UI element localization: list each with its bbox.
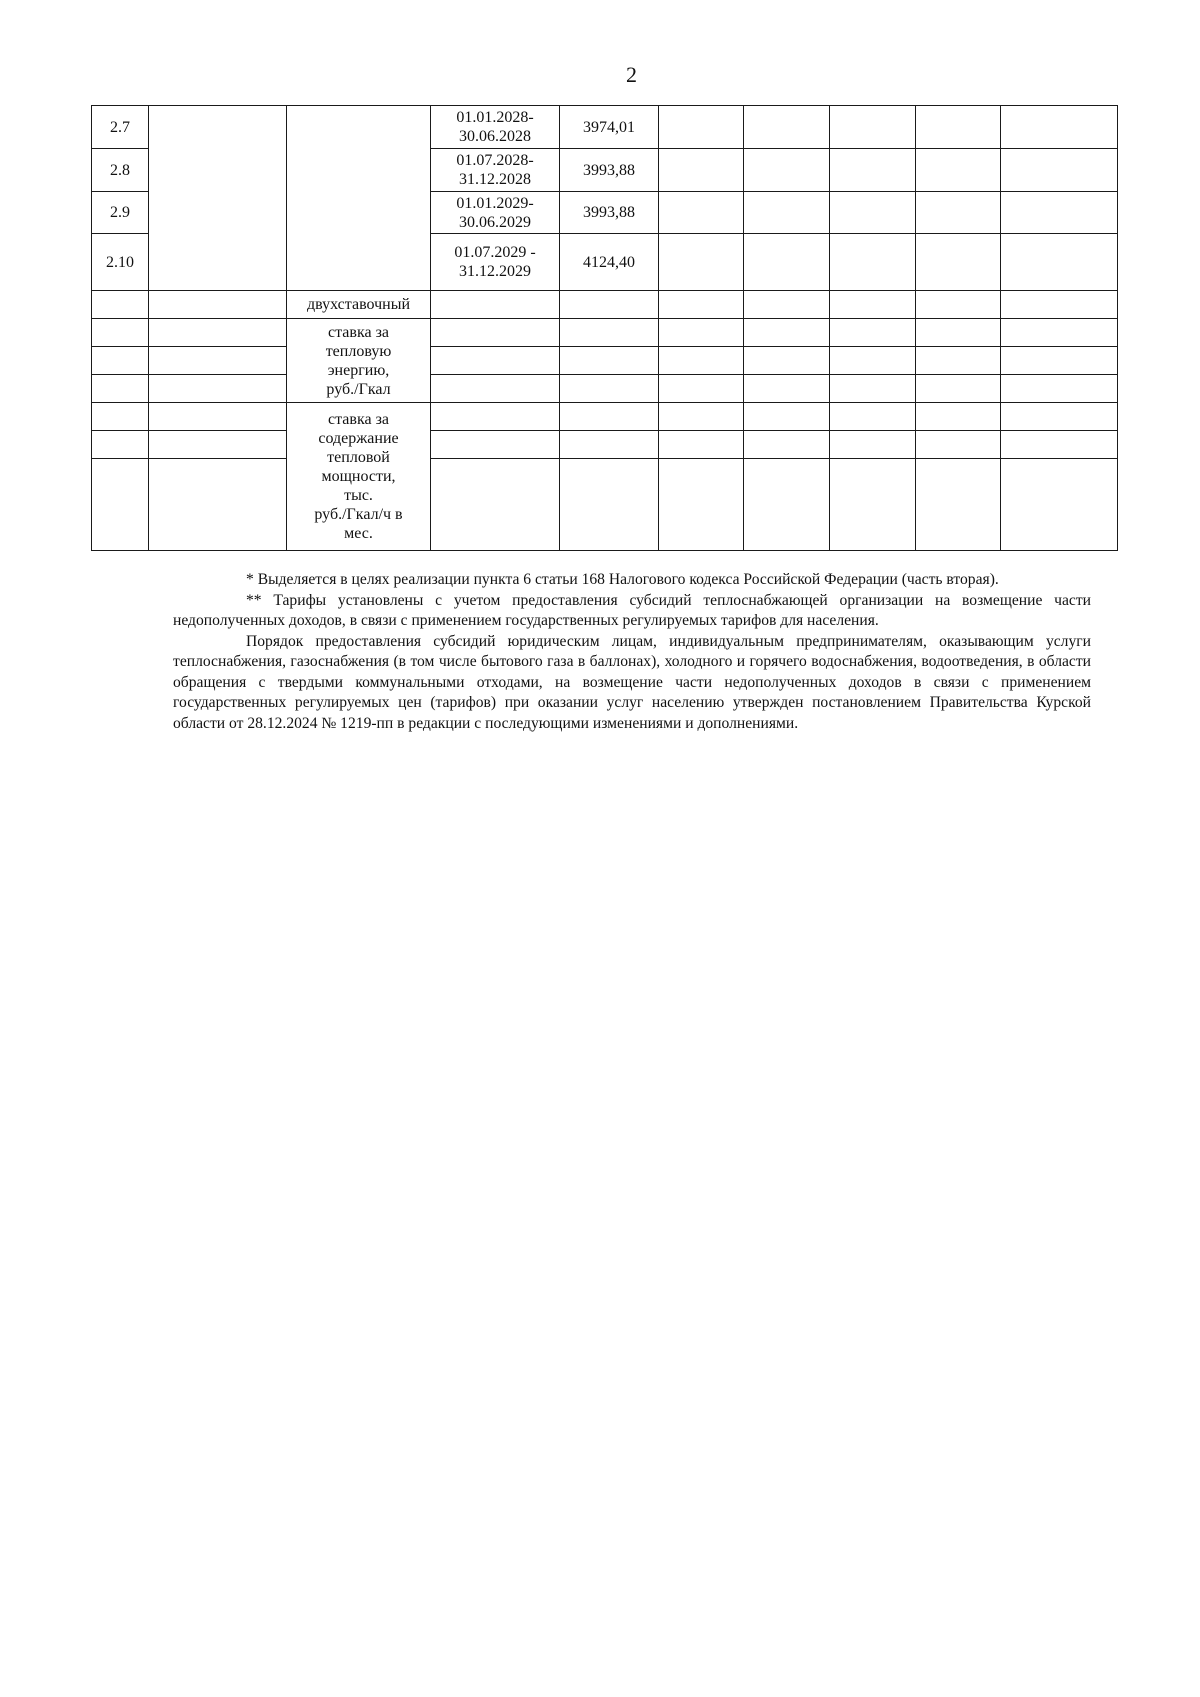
period-end: 31.12.2028 [459,171,531,188]
tariff-value: 3993,88 [560,149,659,192]
empty-cell [287,106,431,291]
period-cell [431,149,560,192]
period-end: 30.06.2028 [459,128,531,145]
capacity-rate-label: ставка за содержание тепловой мощности, тыс. руб./Гкал/ч в мес. [287,403,431,551]
tariff-value: 3993,88 [560,192,659,234]
row-number: 2.8 [92,149,149,192]
footnote-procedure: Порядок предоставления субсидий юридическим лицам, индивидуальным предпринимателям, оказывающим услуги теплоснабжения, газоснабжения (в том числе бытового газа в баллонах), холодного и горячего водоснабжения, водоотведения, в области обращения с твердыми коммунальными отходами, на возмещение части недополученных доходов в связи с применением государственных регулируемых цен (тарифов) при оказании услуг населению утвержден постановлением Правительства Курской области от 28.12.2024 № 1219-пп в редакции с последующими изменениями и дополнениями. [173,632,1091,732]
table-row [92,431,1118,459]
table-row [92,106,1118,149]
table-row [92,459,1118,551]
two-part-tariff-label: двухставочный [287,291,431,319]
tariff-value: 4124,40 [560,234,659,291]
row-number: 2.10 [92,234,149,291]
row-number: 2.9 [92,192,149,234]
period-start: 01.01.2028- [456,109,534,126]
period-start: 01.07.2029 - [454,244,536,261]
period-cell [431,106,560,149]
footnote-subsidy: ** Тарифы установлены с учетом предоставления субсидий теплоснабжающей организации на возмещение части недополученных доходов, в связи с применением государственных регулируемых тарифов для населения. [173,591,1091,629]
period-end: 30.06.2029 [459,213,531,231]
table-row [92,319,1118,347]
empty-cell [149,106,287,291]
energy-rate-label: ставка за тепловую энергию, руб./Гкал [287,319,431,403]
period-end: 31.12.2029 [459,263,531,280]
table-row [92,375,1118,403]
footnotes [173,570,1091,734]
period-cell [431,192,560,234]
period-start: 01.07.2028- [456,152,534,169]
footnote-vat: * Выделяется в целях реализации пункта 6 статьи 168 Налогового кодекса Российской Федерации (часть вторая). [246,571,999,588]
table-row [92,291,1118,319]
page-number: 2 [626,62,637,87]
table-row [92,347,1118,375]
table-row [92,403,1118,431]
period-start: 01.01.2029- [456,194,534,212]
period-cell [431,234,560,291]
tariff-table [91,105,1118,551]
tariff-value: 3974,01 [560,106,659,149]
row-number: 2.7 [92,106,149,149]
